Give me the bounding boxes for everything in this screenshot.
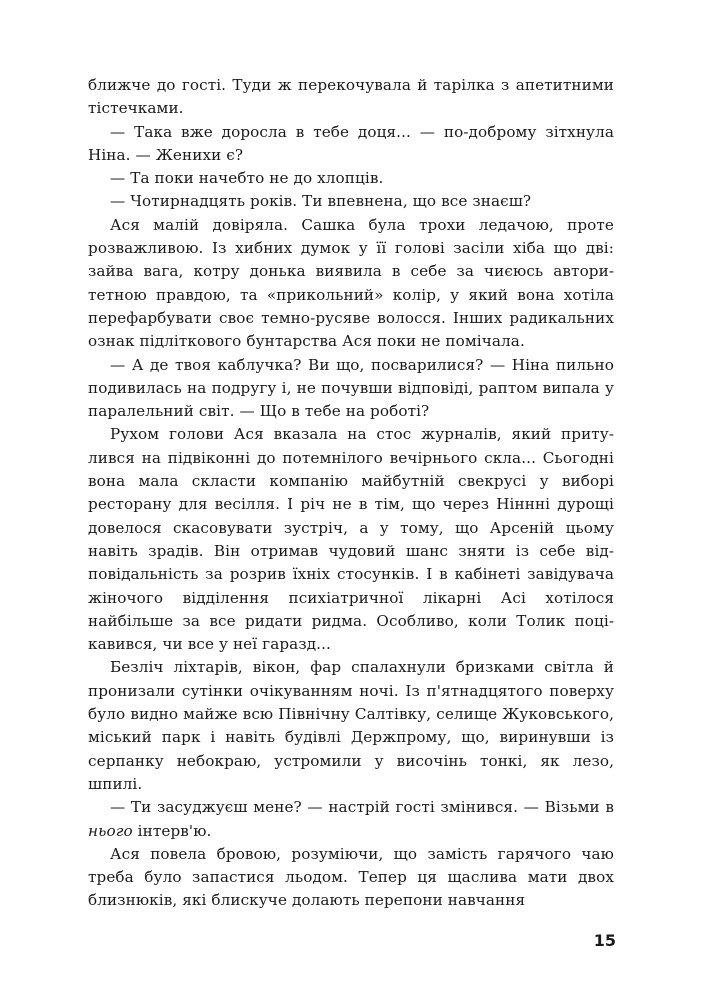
body-text	[88, 74, 614, 913]
paragraph: Рухом голови Ася вказала на стос журналів, який притулився на підвіконні до потемнілого вечірнього скла... Сьогодні вона мала скласти компанію майбутній свекрусі у виборі ресторану для весілля. І річ не в тім, що через Ніннні дурощі довелося скасовувати зустріч, а у тому, що Арсеній цьому навіть зрадів. Він отримав чудовий шанс зняти із себе відповідальність за розрив їхніх стосунків. І в кабінеті завідувача жіночого відділення психіатричної лікарні Асі хотілося найбільше за все ридати ридма. Особливо, коли Толик поцікавився, чи все у неї гаразд...	[88, 425, 614, 654]
page-number: 15	[593, 931, 616, 950]
paragraph: Безліч ліхтарів, вікон, фар спалахнули бризками світла й пронизали сутінки очікуванням ночі. Із п'ятнадцятого поверху було видно майже всю Північну Салтівку, селище Жуковського, міський парк і навіть будівлі Держпрому, що, виринувши із серпанку небокраю, устромили у височінь тонкі, як лезо, шпилі.	[88, 658, 614, 793]
dialogue-line: — Та поки начебто не до хлопців.	[110, 169, 384, 188]
paragraph: Ася повела бровою, розуміючи, що замість гарячого чаю треба було запастися льодом. Тепер ця щаслива мати двох близнюків, які блискуче долають перепони навчання	[88, 844, 614, 910]
dialogue-line: — Така вже доросла в тебе доця... — по-доброму зітхнула Ніна. — Женихи є?	[88, 122, 614, 164]
dialogue-line: — Чотирнадцять років. Ти впевнена, що все знаєш?	[110, 192, 532, 211]
paragraph: Ася малій довіряла. Сашка була трохи ледачою, проте розважливою. Із хибних думок у її голові засіли хіба що дві: зайва вага, котру донька виявила в себе за чиєюсь авторитетною правдою, та «прикольний» колір, у який вона хотіла перефарбувати своє темно-русяве волосся. Інших радикальних ознак підліткового бунтарства Ася поки не помічала.	[88, 215, 614, 351]
dialogue-line	[88, 796, 614, 843]
italic-word: нього	[88, 821, 133, 840]
dialogue-tail: інтерв'ю.	[132, 821, 212, 840]
dialogue-text: — Ти засуджуєш мене? — настрій гості змінився. — Візьми в	[110, 798, 614, 817]
paragraph: ближче до гості. Туди ж перекочувала й тарілка з апетитними тістечками.	[88, 76, 614, 118]
dialogue-line: — А де твоя каблучка? Ви що, посварилися? — Ніна пильно подивилась на подругу і, не почувши відповіді, раптом випала у паралельний світ. — Що в тебе на роботі?	[88, 355, 614, 421]
